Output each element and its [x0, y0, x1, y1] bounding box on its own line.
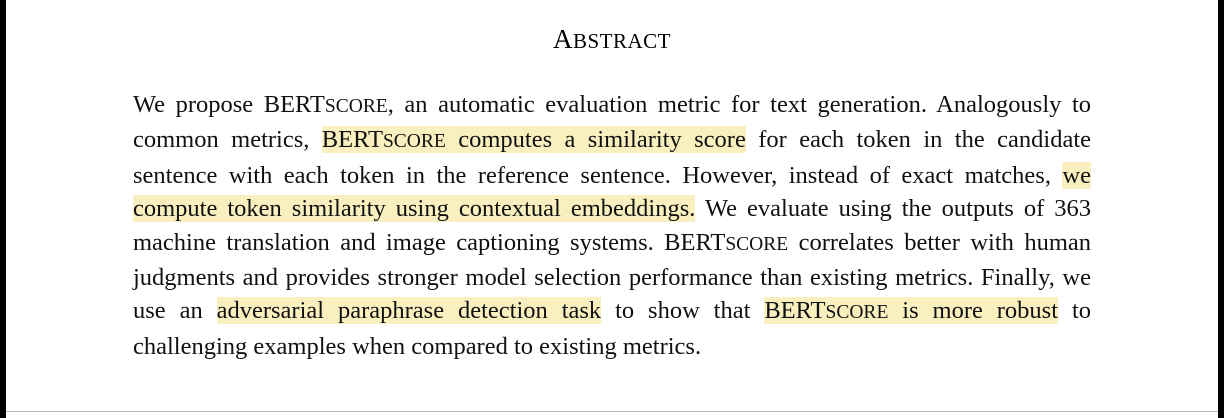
- bertscore-term: BERTSCORE: [321, 126, 446, 154]
- bertscore-term: BERTSCORE: [664, 228, 789, 256]
- abstract-text-2: , an automatic evaluation metric for text generation. Analogously to common metrics,: [133, 91, 1092, 154]
- highlight-phrase-1-text: computes a similarity score: [445, 126, 746, 154]
- abstract-paragraph: [133, 88, 1091, 363]
- section-heading-rest: BSTRACT: [572, 29, 672, 53]
- section-heading-initial: A: [552, 24, 573, 54]
- abstract-text-3: for each token in the candidate sentence with each token in the reference sentence. However, instead of exact matches,: [133, 126, 1091, 189]
- bertscore-term: BERTSCORE: [764, 297, 889, 325]
- highlight-phrase-4-text: is more robust: [888, 297, 1059, 325]
- highlight-phrase-3: adversarial paraphrase detection task: [216, 297, 602, 325]
- page-bottom-rule: [6, 411, 1218, 412]
- section-heading: [0, 24, 1224, 55]
- abstract-text-7: to challenging examples when compared to existing metrics.: [133, 297, 1091, 360]
- highlight-phrase-2: we compute token similarity using contextual embeddings.: [133, 161, 1091, 223]
- page-right-border: [1218, 0, 1224, 418]
- highlight-phrase-1: [322, 126, 746, 153]
- abstract-text-6: to show that: [601, 297, 765, 325]
- page-left-border: [0, 0, 6, 418]
- bertscore-term: BERTSCORE: [263, 91, 388, 118]
- abstract-text-5: correlates better with human judgments and provides stronger model selection performance than existing metrics. Finally, we use an: [133, 228, 1091, 325]
- abstract-text-4: We evaluate using the outputs of 363 machine translation and image captioning systems.: [133, 195, 1091, 256]
- highlight-phrase-4: [764, 297, 1058, 324]
- abstract-text-1: We propose: [133, 91, 264, 118]
